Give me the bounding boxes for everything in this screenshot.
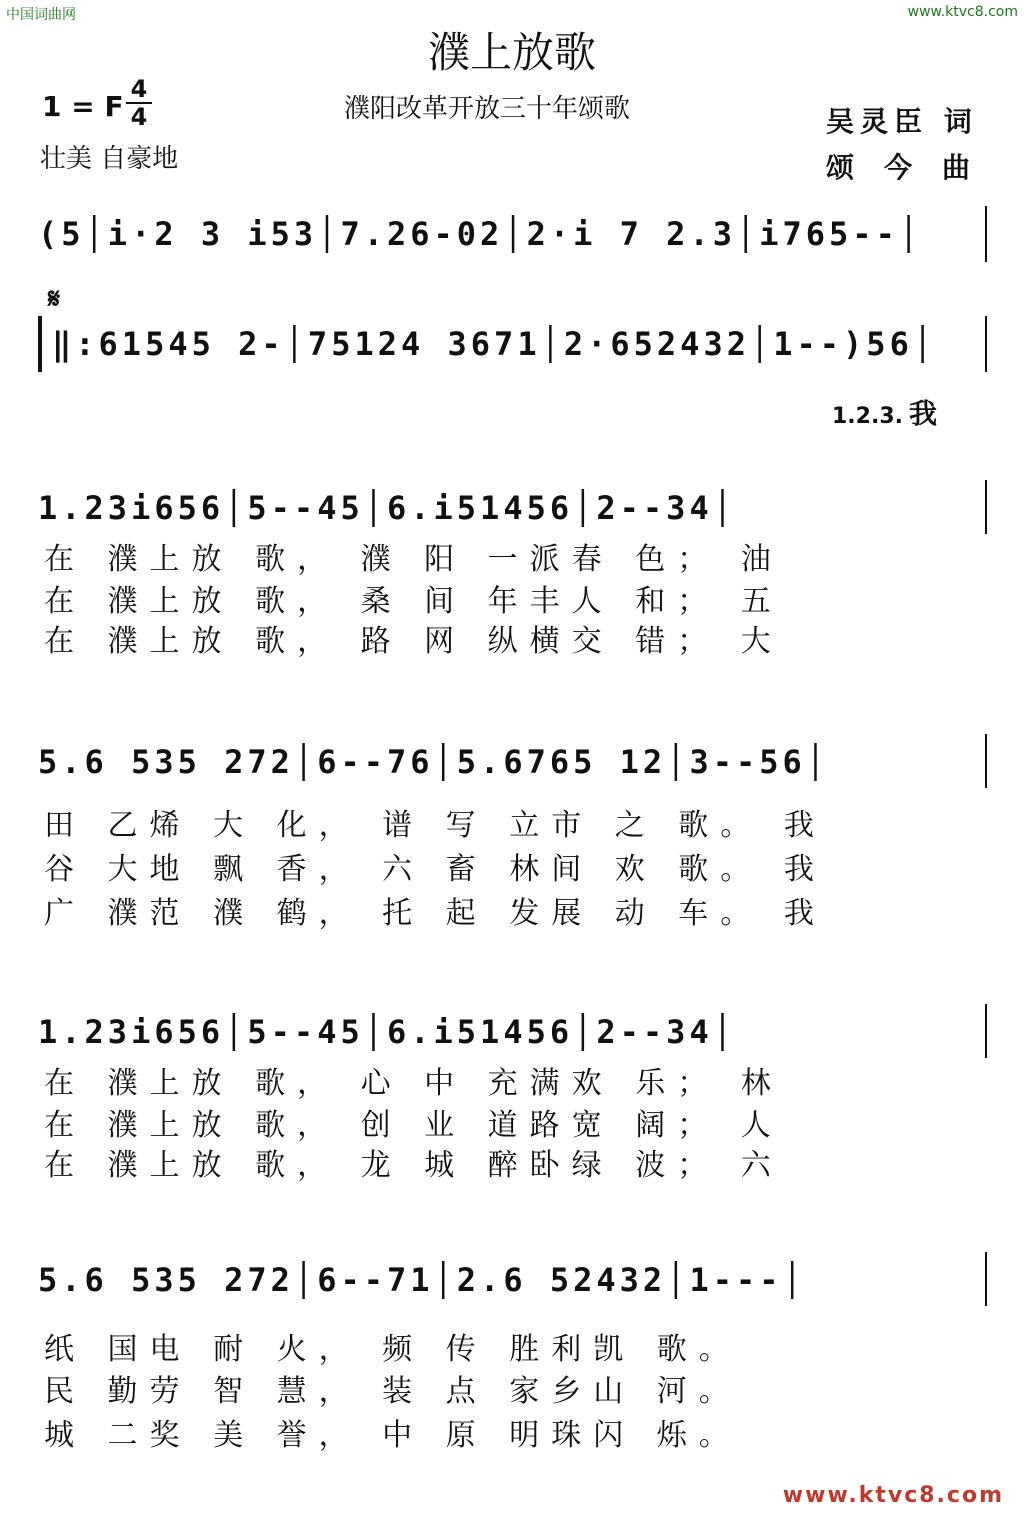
song-title: 濮上放歌 [427,28,596,77]
composer-credit: 颂今曲 [826,151,1001,184]
notation-line-chorus-2: 5.6 535 272│6--71│2.6 52432│1---│ [38,1261,806,1299]
lyric-line: 纸 国电 耐 火， 频 传 胜利凯 歌。 [44,1332,741,1367]
lyric-line: 城 二奖 美 誉， 中 原 明珠闪 烁。 [44,1418,741,1453]
lyric-line: 在 濮上放 歌， 路 网 纵横交 错； 大 [44,624,783,659]
notation-line-intro: (5│i·2 3 i53│7.26-02│2·i 7 2.3│i765--│ [38,215,923,253]
lyric-line: 在 濮上放 歌， 心 中 充满欢 乐； 林 [44,1066,783,1101]
barline [985,734,987,788]
lyricist-credit: 吴灵臣 词 [826,105,978,138]
verse-numbers-text: 1.2.3. [832,404,903,429]
repeat-barline [38,316,42,372]
lyric-line: 在 濮上放 歌， 桑 间 年丰人 和； 五 [44,584,783,619]
notation-line-verse-2: 5.6 535 272│6--76│5.6765 12│3--56│ [38,743,830,781]
lyric-line: 广 濮范 濮 鹤， 托 起 发展 动 车。 我 [44,896,826,931]
notation-line-chorus-1: 1.23i656│5--45│6.i51456│2--34│ [38,1013,736,1051]
barline [985,316,987,372]
lyric-line: 谷 大地 飘 香， 六 畜 林间 欢 歌。 我 [44,852,826,887]
site-watermark-right: www.ktvc8.com [907,4,1018,20]
lyric-line: 在 濮上放 歌， 创 业 道路宽 阔； 人 [44,1108,783,1143]
key-signature: 1 = F [42,90,124,123]
barline [985,1252,987,1306]
barline [985,206,987,262]
site-watermark-left: 中国词曲网 [6,7,76,23]
time-signature [122,76,156,130]
song-subtitle: 濮阳改革开放三十年颂歌 [344,94,631,124]
barline [985,480,987,534]
lyric-line: 在 濮上放 歌， 龙 城 醉卧绿 波； 六 [44,1148,783,1183]
notation-line-verse-1: 1.23i656│5--45│6.i51456│2--34│ [38,489,736,527]
notation-line-interlude: ‖:61545 2-│75124 3671│2·652432│1--)56│ [52,325,937,363]
lyric-line: 民 勤劳 智 慧， 装 点 家乡山 河。 [44,1374,741,1409]
verse-numbers [832,392,937,432]
tempo-marking: 壮美 自豪地 [40,144,179,174]
lyric-line: 田 乙烯 大 化， 谱 写 立市 之 歌。 我 [44,808,826,843]
segno-sign: 𝄋 [48,282,61,315]
pickup-lyric: 我 [909,397,938,430]
time-signature-top: 4 [130,75,148,103]
lyric-line: 在 濮上放 歌， 濮 阳 一派春 色； 油 [44,542,783,577]
footer-watermark: www.ktvc8.com [782,1483,1004,1508]
barline [985,1004,987,1058]
time-signature-bottom: 4 [130,103,148,131]
